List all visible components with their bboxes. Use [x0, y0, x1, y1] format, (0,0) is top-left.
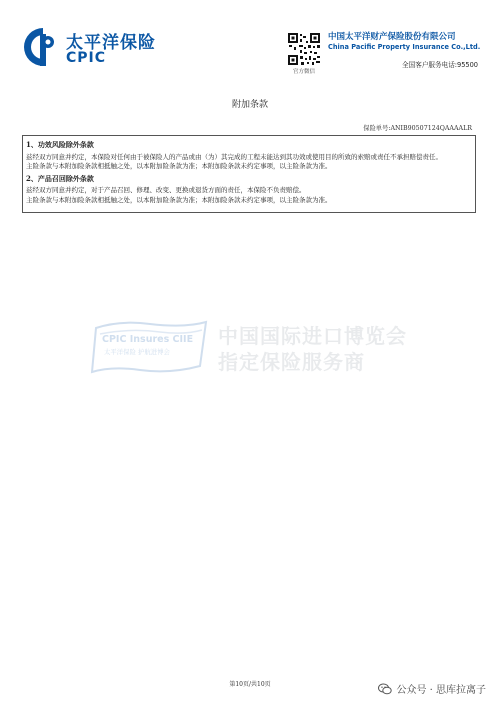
clause-title: 1、功效风险除外条款 [26, 140, 94, 149]
clause-functionality-exclusion [26, 140, 472, 172]
clause-paragraph: 兹经双方同意并约定，对于产品召回、修理、改变、更换或退货方面的责任，本保险不负责赔偿。 [26, 186, 306, 195]
document-header [0, 0, 500, 80]
customer-service-hotline: 全国客户服务电话:95500 [402, 61, 478, 69]
watermark-badge-english: CPIC Insures CIIE [102, 334, 194, 345]
clause-title: 2、产品召回除外条款 [26, 173, 94, 183]
watermark-line-2: 指定保险服务商 [218, 350, 365, 374]
clause-paragraph: 主险条款与本附加险条款相抵触之处，以本附加险条款为准；本附加险条款未约定事项，以主险条款为准。 [26, 162, 332, 171]
clause-body [26, 153, 472, 172]
qr-code-icon [287, 32, 321, 66]
wechat-account-watermark [378, 681, 486, 696]
clauses-box [22, 135, 476, 213]
clause-paragraph: 兹经双方同意并约定，本保险对任何由于被保险人的产品或由（为）其完成的工程未能达到其功效或使用目的所致的索赔或责任不承担赔偿责任。 [26, 152, 442, 161]
cpic-logo-icon [24, 26, 62, 68]
logo-chinese-name: 太平洋保险 [66, 33, 156, 53]
document-title: 附加条款 [231, 100, 268, 110]
clause-product-recall-exclusion [26, 174, 472, 206]
watermark-badge-chinese: 太平洋保险 护航进博会 [104, 348, 170, 356]
company-name-chinese: 中国太平洋财产保险股份有限公司 [328, 32, 456, 42]
clause-body [26, 186, 472, 205]
watermark-line-1: 中国国际进口博览会 [218, 324, 407, 348]
policy-number: 保险单号:ANIB90507124QAAAALR [363, 125, 472, 132]
ciie-watermark [90, 314, 420, 384]
wechat-icon [378, 683, 392, 695]
qr-caption: 官方微信 [292, 69, 315, 75]
cpic-logo [24, 26, 174, 70]
company-name-english: China Pacific Property Insurance Co.,Ltd. [328, 43, 481, 51]
clause-paragraph: 主险条款与本附加险条款相抵触之处，以本附加险条款为准；本附加险条款未约定事项，以主险条款为准。 [26, 195, 332, 204]
wechat-account-label: 公众号 · 思库拉离子 [396, 685, 486, 696]
page-number: 第10页/共10页 [229, 681, 271, 688]
logo-english-name: CPIC [66, 50, 107, 66]
